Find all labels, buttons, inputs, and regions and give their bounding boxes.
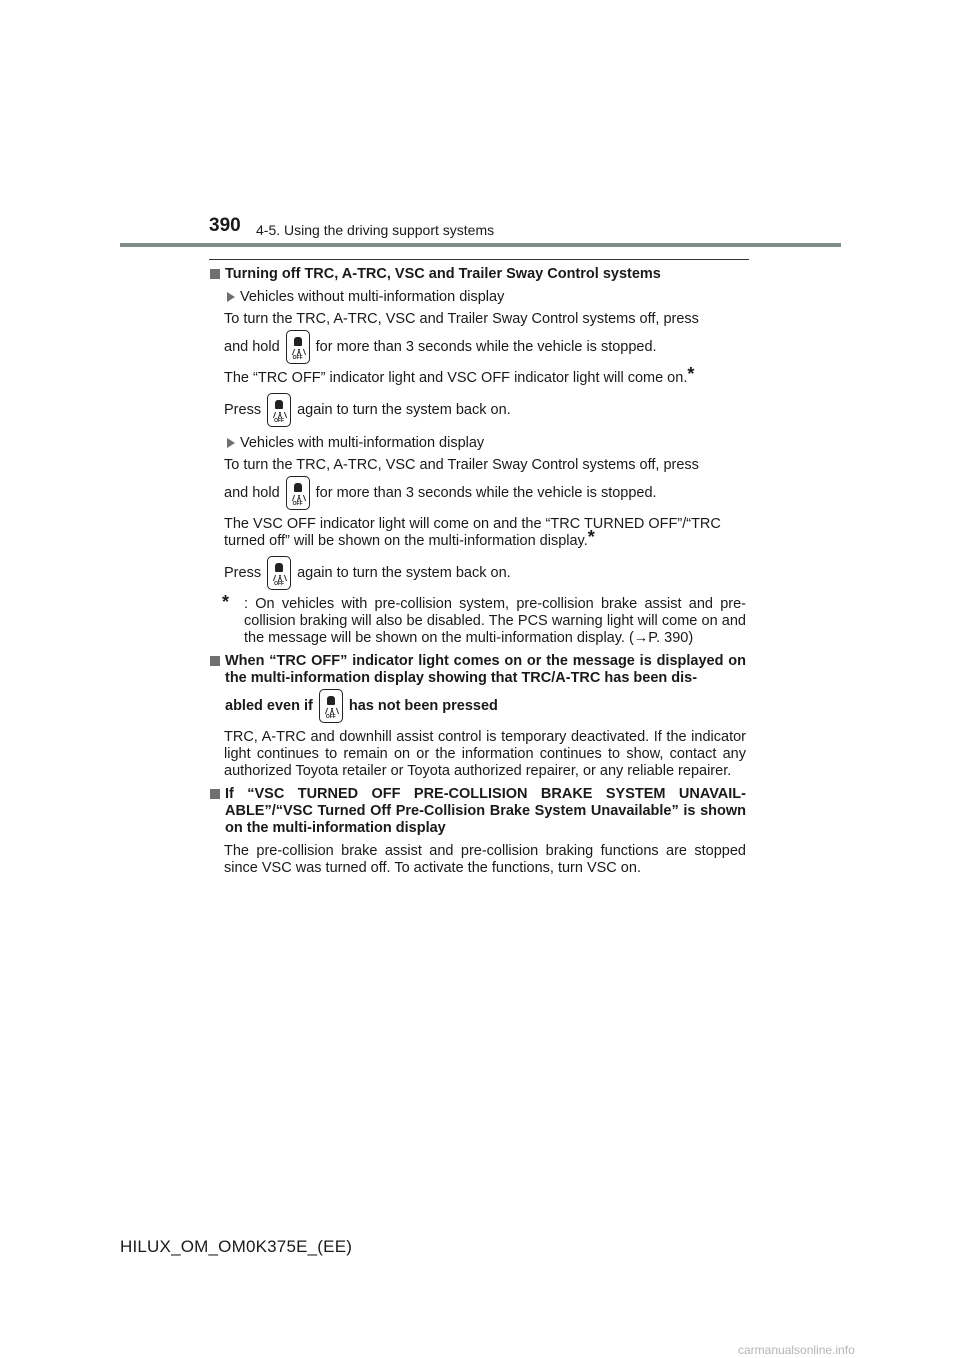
paragraph-text: The VSC OFF indicator light will come on and the “TRC TURNED OFF”/“TRC turned off” will be shown on the multi-information display. (224, 516, 721, 549)
off-label: OFF (292, 501, 303, 507)
paragraph-text: The “TRC OFF” indicator light and VSC OFF indicator light will come on. (224, 370, 688, 386)
paragraph: To turn the TRC, A-TRC, VSC and Trailer Sway Control systems off, press (224, 457, 699, 473)
paragraph (224, 364, 746, 387)
sub-heading-text: Vehicles without multi-information display (240, 289, 505, 305)
square-bullet-icon (210, 269, 220, 279)
footnote (210, 592, 746, 647)
triangle-bullet-icon (227, 292, 235, 302)
text: Press (224, 564, 262, 581)
vsc-off-switch-icon (286, 476, 310, 510)
section-heading (210, 653, 746, 687)
heading-button-line (210, 687, 746, 725)
vsc-off-switch-icon (267, 556, 291, 590)
button-line (224, 391, 746, 429)
content-rule (209, 259, 749, 260)
paragraph: TRC, A-TRC and downhill assist control is temporary deactivated. If the indicator light continues to remain on or the information continues to show, contact any authorized Toyota retailer or Toyota authorized repairer, or any reliable repairer. (224, 729, 746, 779)
off-label: OFF (325, 714, 336, 720)
watermark: carmanualsonline.info (738, 1343, 855, 1357)
button-line (224, 474, 746, 512)
sub-heading (210, 289, 746, 306)
header-rule (120, 243, 841, 247)
section-title: 4-5. Using the driving support systems (256, 222, 495, 238)
triangle-bullet-icon (227, 438, 235, 448)
text: again to turn the system back on. (297, 564, 511, 581)
text: and hold (224, 338, 280, 355)
off-label: OFF (274, 418, 285, 424)
heading-text: When “TRC OFF” indicator light comes on or the message is displayed on the multi-information display showing that TRC/A-TRC has been dis- (225, 653, 746, 686)
asterisk: * (687, 364, 695, 384)
section-heading (210, 786, 746, 837)
heading-text: If “VSC TURNED OFF PRE-COLLISION BRAKE SYSTEM UNAVAIL-ABLE”/“VSC Turned Off Pre-Collision Brake System Unavailable” is shown on the multi-information display (225, 786, 746, 836)
square-bullet-icon (210, 656, 220, 666)
instruction-block (210, 457, 746, 592)
sub-heading-text: Vehicles with multi-information display (240, 435, 485, 451)
footnote-text: : On vehicles with pre-collision system, pre-collision brake assist and pre-collision braking will also be disabled. The PCS warning light will come on and the message will be shown on the multi-information display. (→P. 390) (244, 596, 746, 646)
text: again to turn the system back on. (297, 401, 511, 418)
text: has not been pressed (348, 697, 498, 714)
paragraph: To turn the TRC, A-TRC, VSC and Trailer Sway Control systems off, press (224, 311, 699, 327)
document-code: HILUX_OM_OM0K375E_(EE) (120, 1237, 353, 1256)
text: Press (224, 401, 262, 418)
page-number: 390 (209, 215, 241, 236)
sub-heading (210, 435, 746, 452)
vsc-off-switch-icon (267, 393, 291, 427)
paragraph (224, 516, 746, 550)
off-label: OFF (274, 581, 285, 587)
section-heading (210, 266, 746, 283)
button-line (224, 554, 746, 592)
text: and hold (224, 484, 280, 501)
instruction-block (210, 311, 746, 429)
paragraph: The pre-collision brake assist and pre-collision braking functions are stopped since VSC was turned off. To activate the functions, turn VSC on. (224, 843, 746, 876)
vsc-off-switch-icon (286, 330, 310, 364)
footnote-asterisk: * (222, 592, 230, 612)
button-line (224, 328, 746, 366)
off-label: OFF (292, 355, 303, 361)
square-bullet-icon (210, 789, 220, 799)
asterisk: * (587, 527, 595, 547)
text: for more than 3 seconds while the vehicle is stopped. (315, 484, 657, 501)
heading-text: Turning off TRC, A-TRC, VSC and Trailer Sway Control systems (225, 266, 661, 282)
page-content (210, 266, 746, 883)
vsc-off-switch-icon (319, 689, 343, 723)
text: for more than 3 seconds while the vehicle is stopped. (315, 338, 657, 355)
text: abled even if (225, 697, 313, 714)
